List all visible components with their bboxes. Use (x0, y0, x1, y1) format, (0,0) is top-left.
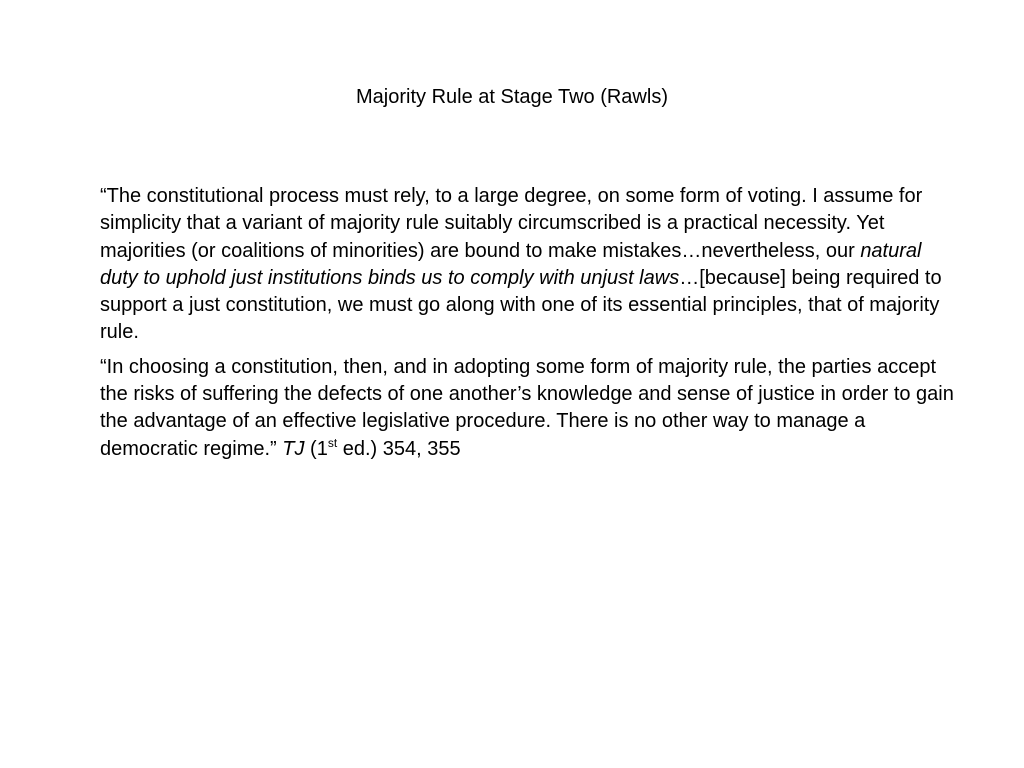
citation-pages: ed.) 354, 355 (337, 437, 461, 460)
quote-1-text-start: “The constitutional process must rely, to a large degree, on some form of voting. I assume for simplicity that a variant of majority rule suitably circumscribed is a practical necessity. Yet majorities (or coalitions of minorities) are bound to make mistakes…nevertheless, our (100, 185, 923, 262)
quote-1-italic-emphasis: natural duty to uphold just institutions binds us to comply with unjust laws (100, 239, 922, 289)
quote-2-text: “In choosing a constitution, then, and in adopting some form of majority rule, the parties accept the risks of suffering the defects of one another’s knowledge and sense of justice in order to gain the advantage of an effective legislative procedure. There is no other way to manage a democratic regime.” (100, 355, 954, 460)
slide-body (100, 183, 960, 470)
citation-open: (1 (304, 437, 328, 460)
quote-1-text-end: …[because] being required to support a just constitution, we must go along with one of its essential principles, that of majority rule. (100, 266, 942, 344)
citation-superscript: st (327, 435, 338, 450)
slide-title: Majority Rule at Stage Two (Rawls) (356, 86, 668, 108)
citation-title: TJ (282, 437, 305, 460)
quote-paragraph-2 (100, 354, 960, 463)
quote-paragraph-1 (100, 183, 960, 347)
